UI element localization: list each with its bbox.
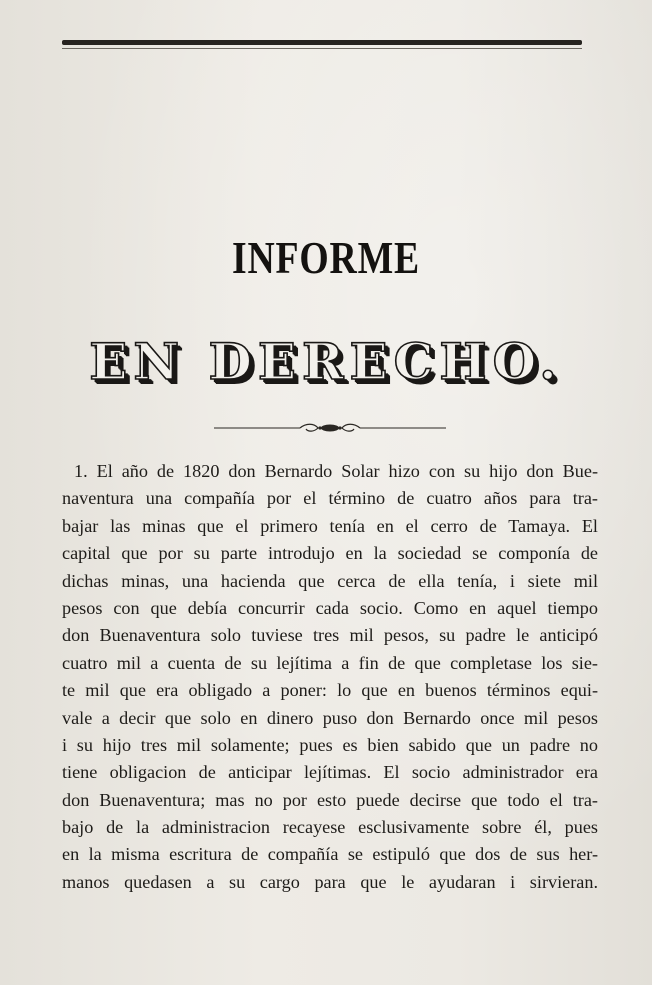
paragraph-line: dichas minas, una hacienda que cerca de ella tenía, i siete mil — [62, 570, 598, 591]
paragraph-line: bajar las minas que el primero tenía en el cerro de Tamaya. El — [62, 515, 598, 536]
top-thin-rule — [62, 48, 582, 49]
paragraph-line: tiene obligacion de anticipar lejítimas. El socio administrador era — [62, 762, 598, 783]
paragraph-line: cuatro mil a cuenta de su lejítima a fin de que completase los sie- — [62, 652, 598, 673]
title-informe: INFORME — [231, 232, 421, 283]
paragraph-line: te mil que era obligado a poner: lo que en buenos términos equi- — [62, 680, 598, 701]
paragraph-line: 1. El año de 1820 don Bernardo Solar hizo con su hijo don Bue- — [74, 461, 598, 481]
paragraph-line: en la misma escritura de compañía se estipuló que dos de sus her- — [62, 844, 598, 865]
paragraph-line: manos quedasen a su cargo para que le ayudaran i sirvieran. — [62, 871, 598, 892]
paragraph-line: naventura una compañía por el término de cuatro años para tra- — [62, 488, 598, 509]
paragraph-line: capital que por su parte introdujo en la sociedad se componía de — [62, 543, 598, 564]
paragraph-line: vale a decir que solo en dinero puso don Bernardo once mil pesos — [62, 707, 598, 728]
paragraph-line: don Buenaventura; mas no por esto puede decirse que todo el tra- — [62, 789, 598, 810]
paragraph-line: i su hijo tres mil solamente; pues es bien sabido que un padre no — [62, 734, 598, 755]
title-en-derecho: EN DERECHO. — [89, 332, 563, 391]
body-paragraph — [62, 458, 598, 896]
paragraph-line: pesos con que debía concurrir cada socio. Como en aquel tiempo — [62, 597, 598, 618]
paragraph-line: don Buenaventura solo tuviese tres mil pesos, su padre le anticipó — [62, 625, 598, 646]
ornamental-divider — [214, 420, 446, 436]
paragraph-line: bajo de la administracion recayese esclusivamente sobre él, pues — [62, 817, 598, 838]
top-thick-rule — [62, 40, 582, 45]
